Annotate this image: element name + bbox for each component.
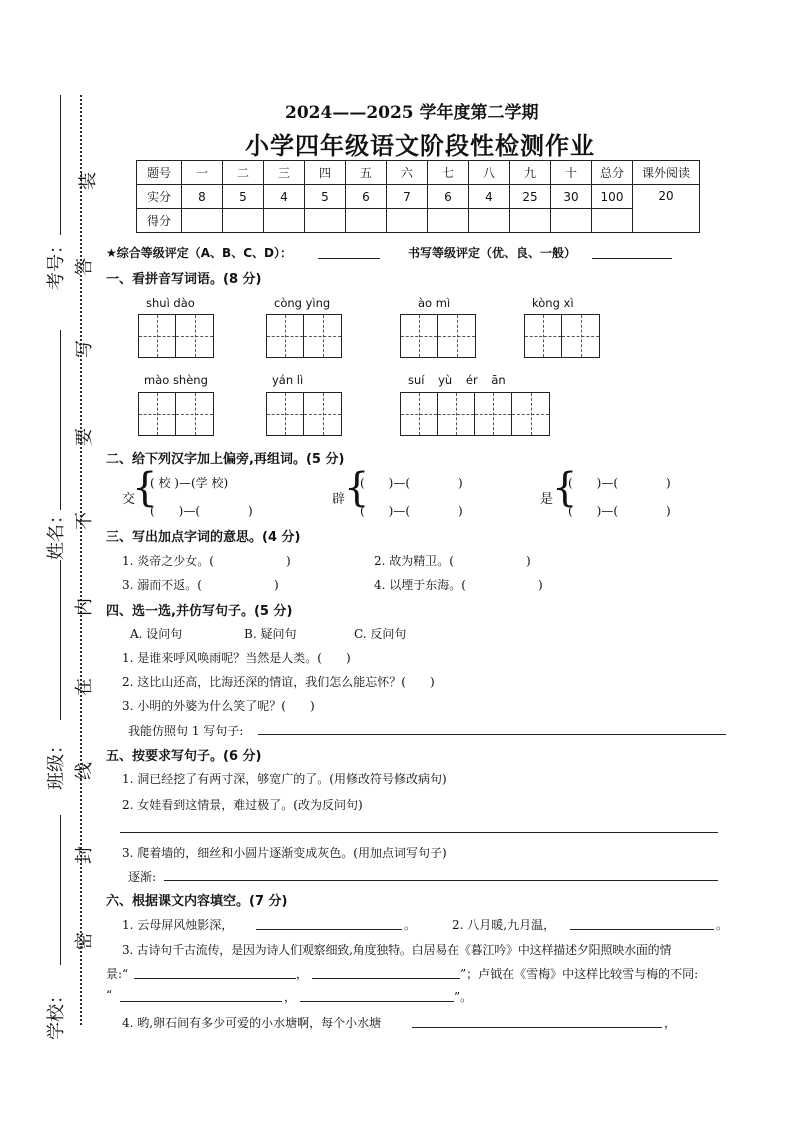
- section-3-heading: 三、写出加点字词的意思。(4 分): [106, 530, 301, 545]
- radical-row[interactable]: ( )—( ): [568, 504, 671, 518]
- school-year-line: 2024——2025 学年度第二学期: [285, 103, 539, 123]
- fill-blank[interactable]: [312, 978, 460, 979]
- brace-icon: {: [344, 465, 370, 511]
- choose-question[interactable]: 3. 小明的外婆为什么笑了呢？( ): [122, 699, 315, 713]
- choose-question[interactable]: 2. 这比山还高，比海还深的情谊，我们怎么能忘怀？( ): [122, 675, 435, 689]
- seal-char: 写: [74, 340, 95, 358]
- imitate-label: 我能仿照句 1 写句子:: [128, 724, 244, 738]
- radical-row[interactable]: ( )—( ): [360, 504, 463, 518]
- score-input-cell[interactable]: [592, 209, 633, 233]
- writing-grid[interactable]: [400, 314, 476, 358]
- seal-char: 密: [74, 932, 95, 950]
- exam-number-line: [60, 95, 61, 235]
- radical-char-pi: 辟: [332, 492, 346, 507]
- score-input-cell[interactable]: [428, 209, 469, 233]
- meaning-question[interactable]: 1. 炎帝之少女。( ): [122, 554, 291, 568]
- fill-blank[interactable]: [412, 1027, 662, 1028]
- rewrite-fill-label: 逐渐:: [128, 870, 157, 884]
- score-input-cell[interactable]: [264, 209, 305, 233]
- radical-row[interactable]: ( )—( ): [568, 476, 671, 490]
- fill-question: 1. 云母屏风烛影深，: [122, 918, 234, 932]
- writing-grid[interactable]: [266, 314, 342, 358]
- table-cell: 八: [469, 161, 510, 185]
- table-cell: 20: [633, 185, 700, 233]
- table-cell: 25: [510, 185, 551, 209]
- score-input-cell[interactable]: [223, 209, 264, 233]
- seal-char: 装: [78, 172, 99, 190]
- table-cell: 5: [305, 185, 346, 209]
- school-label: 学校：: [46, 986, 67, 1040]
- section-2-heading: 二、给下列汉字加上偏旁,再组词。(5 分): [106, 452, 345, 467]
- fill-blank[interactable]: [570, 929, 714, 930]
- pinyin-label: suí yù ér ān: [408, 373, 506, 387]
- table-row: [137, 161, 700, 185]
- writing-grid[interactable]: [138, 392, 214, 436]
- table-cell: 四: [305, 161, 346, 185]
- table-cell: 五: [346, 161, 387, 185]
- pinyin-label: yán lì: [272, 373, 304, 387]
- brace-icon: {: [552, 465, 578, 511]
- score-input-cell[interactable]: [387, 209, 428, 233]
- rewrite-answer-line[interactable]: [120, 832, 718, 833]
- table-cell: 30: [551, 185, 592, 209]
- writing-grid[interactable]: [266, 392, 342, 436]
- score-input-cell[interactable]: [346, 209, 387, 233]
- exam-number-label: 考号：: [46, 236, 67, 290]
- table-cell: 5: [223, 185, 264, 209]
- table-cell: 得分: [137, 209, 182, 233]
- fill-question: 4. 哟,卵石间有多少可爱的小水塘啊，每个小水塘: [122, 1016, 382, 1030]
- table-cell: 题号: [137, 161, 182, 185]
- table-cell: 二: [223, 161, 264, 185]
- meaning-question[interactable]: 2. 故为精卫。( ): [374, 554, 531, 568]
- brace-icon: {: [132, 465, 158, 511]
- pinyin-label: mào shèng: [144, 373, 208, 387]
- radical-row[interactable]: ( 校 )—(学 校): [150, 476, 229, 490]
- table-cell: 九: [510, 161, 551, 185]
- table-cell: 十: [551, 161, 592, 185]
- section-5-heading: 五、按要求写句子。(6 分): [106, 749, 262, 764]
- name-line: [60, 330, 61, 510]
- fill-end-mark: 。: [404, 918, 417, 932]
- table-cell: 4: [469, 185, 510, 209]
- radical-row[interactable]: ( )—( ): [150, 504, 253, 518]
- writing-grid[interactable]: [138, 314, 214, 358]
- name-label: 姓名：: [46, 506, 67, 560]
- score-input-cell[interactable]: [305, 209, 346, 233]
- table-cell: 100: [592, 185, 633, 209]
- table-row: [137, 209, 700, 233]
- seal-char: 答: [74, 258, 95, 276]
- class-label: 班级：: [46, 736, 67, 790]
- fill-text: ，: [296, 967, 309, 981]
- fill-text: “: [106, 988, 113, 1002]
- binding-dotted-line: [80, 95, 82, 1025]
- writing-grid[interactable]: [400, 392, 550, 436]
- choose-question[interactable]: 1. 是谁来呼风唤雨呢？当然是人类。( ): [122, 651, 351, 665]
- option-b: B. 疑问句: [244, 627, 297, 641]
- writing-grid[interactable]: [524, 314, 600, 358]
- fill-blank[interactable]: [134, 978, 296, 979]
- overall-rating-blank[interactable]: [318, 258, 380, 259]
- seal-char: 在: [74, 678, 95, 696]
- page-title: 小学四年级语文阶段性检测作业: [245, 131, 595, 160]
- table-cell: 8: [182, 185, 223, 209]
- table-cell: 一: [182, 161, 223, 185]
- pinyin-label: shuì dào: [146, 296, 195, 310]
- writing-rating-label: 书写等级评定（优、良、一般）: [408, 246, 577, 260]
- fill-blank[interactable]: [256, 929, 402, 930]
- fill-text: ，: [284, 990, 297, 1004]
- section-1-heading: 一、看拼音写词语。(8 分): [106, 272, 262, 287]
- score-table: [136, 160, 700, 233]
- fill-text: ”；卢钺在《雪梅》中这样比较雪与梅的不同:: [460, 967, 699, 981]
- seal-char: 线: [74, 762, 95, 780]
- fill-text: ”。: [454, 990, 473, 1004]
- fill-question: 3. 古诗句千古流传，是因为诗人们观察细致,角度独特。白居易在《暮江吟》中这样描述夕阳照映水面的情: [122, 943, 672, 957]
- seal-char: 封: [74, 846, 95, 864]
- seal-char: 不: [74, 512, 95, 530]
- table-cell: 7: [387, 185, 428, 209]
- table-cell: 七: [428, 161, 469, 185]
- seal-char: 要: [74, 428, 95, 446]
- rewrite-answer-line[interactable]: [164, 880, 718, 881]
- school-line: [60, 815, 61, 965]
- pinyin-label: còng yìng: [274, 296, 331, 310]
- section-6-heading: 六、根据课文内容填空。(7 分): [106, 894, 288, 909]
- table-cell: 六: [387, 161, 428, 185]
- pinyin-label: ào mì: [418, 296, 451, 310]
- fill-end-mark: 。: [716, 918, 729, 932]
- option-a: A. 设问句: [130, 627, 183, 641]
- table-cell: 课外阅读: [633, 161, 700, 185]
- score-input-cell[interactable]: [182, 209, 223, 233]
- option-c: C. 反问句: [354, 627, 407, 641]
- rewrite-question: 3. 爬着墙的，细丝和小圆片逐渐变成灰色。(用加点词写句子): [122, 846, 447, 860]
- score-input-cell[interactable]: [469, 209, 510, 233]
- fill-blank[interactable]: [120, 1001, 282, 1002]
- seal-char: 内: [74, 598, 95, 616]
- overall-rating-label: ★综合等级评定（A、B、C、D）：: [106, 246, 292, 260]
- radical-char-shi: 是: [540, 492, 554, 507]
- fill-question: 2. 八月暖,九月温，: [452, 918, 556, 932]
- rewrite-question: 1. 洞已经挖了有两寸深，够宽广的了。(用修改符号修改病句): [122, 772, 447, 786]
- table-cell: 总分: [592, 161, 633, 185]
- radical-char-jiao: 交: [122, 492, 136, 507]
- rewrite-question: 2. 女娃看到这情景，难过极了。(改为反问句): [122, 798, 363, 812]
- table-row: [137, 185, 700, 209]
- section-4-heading: 四、选一选,并仿写句子。(5 分): [106, 604, 293, 619]
- table-cell: 6: [346, 185, 387, 209]
- fill-text: 景:“: [106, 967, 129, 981]
- radical-row[interactable]: ( )—( ): [360, 476, 463, 490]
- table-cell: 6: [428, 185, 469, 209]
- score-input-cell[interactable]: [551, 209, 592, 233]
- meaning-question[interactable]: 4. 以堙于东海。( ): [374, 578, 543, 592]
- score-input-cell[interactable]: [510, 209, 551, 233]
- class-line: [60, 560, 61, 720]
- imitate-answer-line[interactable]: [258, 734, 726, 735]
- table-cell: 实分: [137, 185, 182, 209]
- fill-blank[interactable]: [300, 1001, 454, 1002]
- pinyin-label: kòng xì: [532, 296, 574, 310]
- table-cell: 4: [264, 185, 305, 209]
- meaning-question[interactable]: 3. 溺而不返。( ): [122, 578, 279, 592]
- table-cell: 三: [264, 161, 305, 185]
- fill-text: ，: [664, 1016, 677, 1030]
- writing-rating-blank[interactable]: [592, 258, 672, 259]
